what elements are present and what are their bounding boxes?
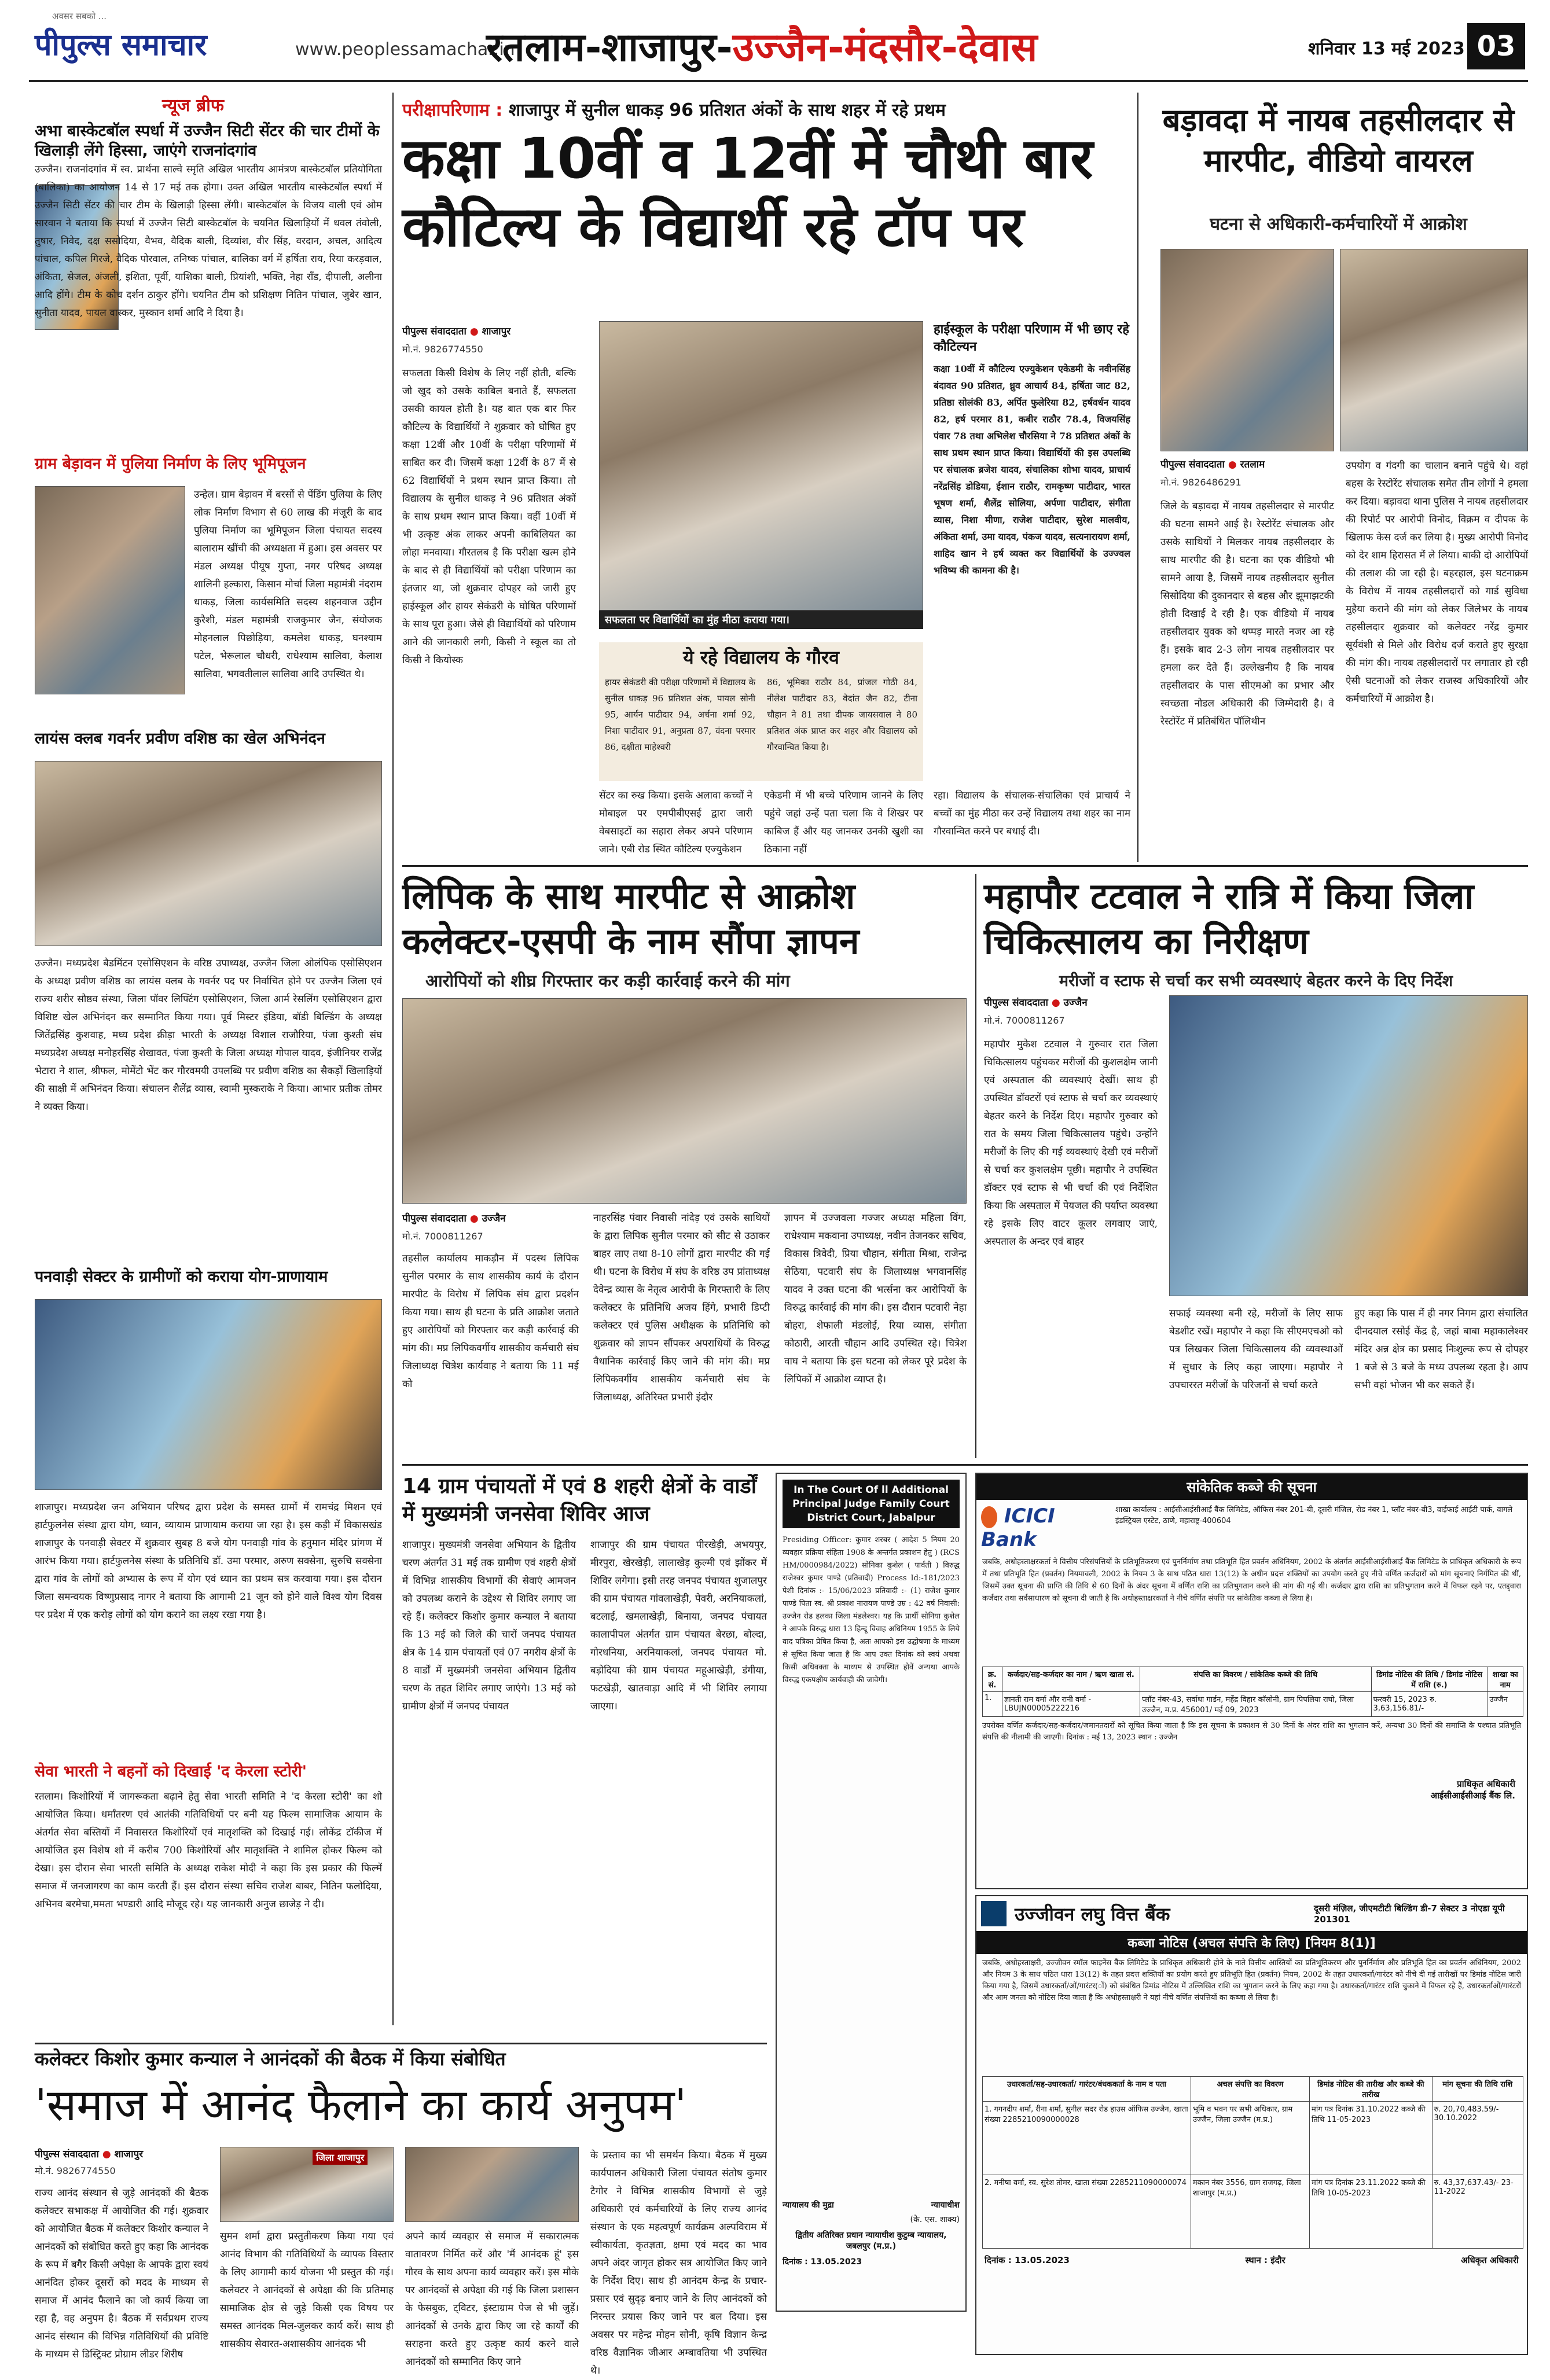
lead-photo (599, 321, 923, 610)
anand-story (35, 2048, 767, 2377)
icici-sign-org: आईसीआईसीआई बैंक लि. (1430, 1790, 1515, 1801)
table-row (983, 2175, 1523, 2249)
ujjivan-td: मांग पत्र दिनांक 31.10.2022 कब्जे की तिथि 11-05-2023 (1310, 2102, 1433, 2175)
brief-headline: सेवा भारती ने बहनों को दिखाई 'द केरला स्टोरी' (35, 1763, 307, 1781)
ujjivan-date: दिनांक : 13.05.2023 (985, 2255, 1070, 2265)
brief-photo (35, 761, 382, 946)
lead-mobile: मो.नं. 9826774550 (402, 344, 483, 355)
edition-title-black: रतलाम-शाजापुर- (486, 25, 733, 71)
badnawar-mobile: मो.नं. 9826486291 (1160, 477, 1242, 488)
section-divider (35, 2043, 767, 2044)
ujjivan-td: मांग पत्र दिनांक 23.11.2022 कब्जे की तिथि 10-05-2023 (1310, 2175, 1433, 2249)
clerk-byline: पीपुल्स संवाददाता ● उज्जैन (402, 1213, 506, 1224)
ujjivan-brand: उज्जीवन लघु वित्त बैंक (1015, 1903, 1170, 1925)
table-row (983, 2102, 1523, 2175)
news-brief-column (35, 93, 382, 2037)
ujjivan-table (982, 2076, 1523, 2249)
ujjivan-td: रु. 43,37,637.43/- 23-11-2022 (1432, 2175, 1523, 2249)
icici-sign-role: प्राधिकृत अधिकारी (1457, 1778, 1515, 1789)
clerk-body-col1: तहसील कार्यालय माकड़ौन में पदस्थ लिपिक सुनील परमार के साथ शासकीय कार्य के दौरान मारपीट के विरोध में लिपिक संघ द्वारा प्रदर्शन किया गया। साथ ही घटना के प्रति आक्रोश जताते हुए आरोपियों को गिरफ्तार कर कड़ी कार्रवाई की मांग की। मप्र लिपिकवर्गीय शासकीय कर्मचारी संघ जिलाध्यक्ष चित्रेश कार्यवाह ने बताया कि 11 मई को (402, 1253, 579, 1390)
clerk-photo (402, 998, 967, 1204)
mayor-photo (1169, 995, 1528, 1296)
mayor-mobile: मो.नं. 7000811267 (984, 1015, 1065, 1026)
ujjivan-logo-icon (981, 1901, 1007, 1926)
badnawar-headline: बड़ावदा में नायब तहसीलदार से मारपीट, वीडियो वायरल (1162, 102, 1515, 179)
byline-place: रतलाम (1240, 459, 1265, 470)
anand-body-col2: सुमन शर्मा द्वारा प्रस्तुतीकरण किया गया एवं आनंद विभाग की गतिविधियों के व्यापक विस्तार के लिए आगामी कार्य योजना भी प्रस्तुत की गई। कलेक्टर ने आनंदकों से अपेक्षा की कि प्रतिमाह सामाजिक क्षेत्र से जुड़े किसी एक विषय पर समस्त आनंदक मिल-जुलकर कार्य करें। साथ ही शासकीय सेवारत-अशासकीय आनंदक भी (220, 2231, 394, 2350)
ujjivan-td: मकान नंबर 3556, ग्राम राजगढ़, जिला शाजापुर (म.प्र.) (1191, 2175, 1309, 2249)
byline-place: उज्जैन (1063, 997, 1088, 1009)
ujjivan-td: 1. गगनदीप शर्मा, रीना शर्मा, सुनील सदर रोड हाउस ऑफिस उज्जैन, खाता संख्या 2285210090000028 (983, 2102, 1191, 2175)
court-officer: न्यायाधीश (931, 2201, 960, 2210)
brief-photo (35, 486, 185, 694)
edition-title-red: उज्जैन-मंदसौर-देवास (732, 25, 1038, 71)
brief-photo (35, 1299, 382, 1490)
lead-story (402, 93, 1132, 856)
brief-body: उज्जैन। मध्यप्रदेश बैडमिंटन एसोसिएशन के वरिष्ठ उपाध्यक्ष, उज्जैन जिला ओलंपिक एसोसिएशन के अध्यक्ष प्रवीण वशिष्ठ का लायंस क्लब के गवर्नर पद पर निर्वाचित होने पर उज्जैन जिला एवं राज्य शरीर सौष्ठव संस्था, जिला पॉवर लिफ्टिंग एसोसिएशन, जिला आर्म रेसलिंग एसोसिएशन द्वारा विशिष्ट खेल अभिनंदन कर सम्मानित किया गया। पूर्व मिस्टर इंडिया, बॉडी बिल्डिंग के अध्यक्ष जितेंद्रसिंह कुशवाह, मध्य प्रदेश क्रीड़ा भारती के अध्यक्ष विशाल राजौरिया, पंजा कुश्ती संघ मध्यप्रदेश अध्यक्ष मनोहरसिंह शेखावत, पंजा कुश्ती के जिला अध्यक्ष गोपाल यादव, इंजीनियर राजेंद्र भेटारा ने शाल, श्रीफल, मोमेंटो भेंट कर गौरवमयी उपलब्धि पर प्रवीण वशिष्ठ का सैकड़ों खिलाड़ियों की साक्षी में अभिनंदन किया। संचालन शैलेंद्र व्यास, स्वामी मुस्कराके ने किया। आभार प्रतीक तोमर ने व्यक्त किया। (35, 958, 382, 1113)
badnawar-body-col2: उपयोग व गंदगी का चालान बनाने पहुंचे थे। वहां बहस के रेस्टोरेंट संचालक समेत तीन लोगों ने हमला कर दिया। बड़ावदा थाना पुलिस ने नायब तहसीलदार की रिपोर्ट पर आरोपी विनोद, विक्रम व दीपक के खिलाफ केस दर्ज कर लिया है। मुख्य आरोपी विनोद को देर शाम हिरासत में ले लिया। बाकी दो आरोपियों की तलाश की जा रही है। बहरहाल, इस घटनाक्रम के विरोध में नायब तहसीलदारों को गार्ड सुविधा मुहैया कराने की मांग को लेकर जिलेभर के नायब तहसीलदार शुक्रवार को कलेक्टर नरेंद्र कुमार सूर्यवंशी से मिले और विरोध दर्ज कराते हुए सुरक्षा की मांग की। नायब तहसीलदारों पर लगातार हो रही ऐसी घटनाओं को लेकर राजस्व अधिकारियों और कर्मचारियों में आक्रोश है। (1346, 460, 1528, 705)
ujjivan-notice (975, 1895, 1528, 2355)
lead-kicker-label: परीक्षापरिणाम : (402, 100, 503, 120)
mayor-byline: पीपुल्स संवाददाता ● उज्जैन (984, 997, 1088, 1009)
ujjivan-address: दूसरी मंज़िल, जीएमटीटी बिल्डिंग डी-7 सेक्टर 3 नोएडा यूपी 201301 (1314, 1903, 1505, 1925)
icici-th: कर्जदार/सह-कर्जदार का नाम / ऋण खाता सं. (1002, 1667, 1140, 1691)
icici-logo-icon (981, 1506, 997, 1528)
icici-body: जबकि, अधोहस्ताक्षरकर्ता ने वित्तीय परिसंपत्तियों के प्रतिभूतिकरण एवं पुनर्निर्माण तथा प्रतिभूति हित प्रवर्तन अधिनियम, 2002 के अंतर्गत आईसीआईसीआई बैंक लिमिटेड के प्राधिकृत अधिकारी के रूप में तथा प्रतिभूति हित (प्रवर्तन) नियमावली, 2002 के नियम 3 के साथ पठित धारा 13(12) के अधीन प्रदत्त शक्तियों का उपयोग करते हुए नीचे वर्णित कर्जदारों को मांग सूचनाएं निर्गमित की थीं, जिसमें उक्त सूचना की प्राप्ति की तिथि से 60 दिनों के अंदर सूचना में वर्णित राशि का प्रतिभुगतान करने की मांग की गई थी। कर्जदार द्वारा राशि का प्रतिभुगतान करने में विफल रहने पर, एतद्द्वारा कर्जदार तथा सर्वसाधारण को सूचना दी जाती है कि अधोहस्ताक्षरकर्ता ने नीचे वर्णित संपत्ति पर सांकेतिक कब्जा ले लिया है। (982, 1557, 1521, 1603)
ujjivan-th: अचल संपत्ति का विवरण (1191, 2077, 1309, 2102)
lead-body-col4: रहा। विद्यालय के संचालक-संचालिका एवं प्राचार्य ने बच्चों का मुंह मीठा कर उन्हें विद्यालय तथा शहर का नाम गौरवान्वित करने पर बधाई दी। (934, 790, 1130, 837)
clerk-body-col2: नाहरसिंह पंवार निवासी नांदेड़ एवं उसके साथियों के द्वारा लिपिक सुनील परमार को सीट से उठाकर बाहर लाए तथा 8-10 लोगों द्वारा मारपीट की गई थी। घटना के विरोध में संघ के वरिष्ठ उप प्रांताध्यक्ष देवेन्द्र व्यास के नेतृत्व आरोपी के गिरफ्तारी के लिए कलेक्टर के प्रतिनिधि अजय हिंगे, प्रभारी डिप्टी कलेक्टर एवं पुलिस अधीक्षक के प्रतिनिधि को शुक्रवार को ज्ञापन सौंपकर अपराधियों के विरुद्ध वैधानिक कार्रवाई किए जाने की मांग की। मप्र लिपिकवर्गीय शासकीय कर्मचारी संघ के जिलाध्यक्ष, अतिरिक्त प्रभारी इंदौर (593, 1212, 770, 1403)
byline-name: पीपुल्स संवाददाता (984, 997, 1048, 1009)
anand-mobile: मो.नं. 9826774550 (35, 2165, 116, 2176)
clerk-story (402, 874, 967, 1464)
masthead-logo: पीपुल्स समाचार (35, 28, 207, 62)
column-divider (392, 93, 394, 2025)
lead-photo-caption: सफलता पर विद्यार्थियों का मुंह मीठा कराया गया। (599, 610, 923, 629)
icici-table (982, 1667, 1523, 1717)
ujjivan-body: जबकि, अधोहस्ताक्षरी, उज्जीवन स्मॉल फाइनेंस बैंक लिमिटेड के प्राधिकृत अधिकारी होने के नाते वित्तीय आस्तियों का प्रतिभूतिकरण और पुनर्निर्माण और प्रतिभूति हित का प्रवर्तन अधिनियम, 2002 और नियम 3 के साथ पठित धारा 13(12) के तहत प्रदत्त शक्तियों का प्रयोग करते हुए प्रतिभूति हित (प्रवर्तन) नियम, 2002 के तहत उधारकर्ता/गारंटर को नीचे दी गई तारीखों पर डिमांड नोटिस जारी किया गया है, जिसमें उधारकर्ता/ओं/गारंटर(ों) को संबंधित डिमांड नोटिस में उल्लिखित राशि का भुगतान करने के लिए कहा गया है। उधारकर्ता/गारंटर राशि चुकाने में विफल रहे हैं, उधारकर्ताओं/गारंटरों और आम जनता को नोटिस दिया जाता है कि अधोहस्ताक्षरी ने यहां नीचे वर्णित संपत्तियों का कब्जा ले लिया है। (982, 1959, 1521, 2002)
byline-place: शाजापुर (114, 2149, 144, 2160)
lead-body-col2: सेंटर का रुख किया। इसके अलावा कच्चों ने मोबाइल पर एमपीबीएसई द्वारा जारी वेबसाइटों का सहारा लेकर अपने परिणाम जाने। एबी रोड स्थित कौटिल्य एज्युकेशन (599, 790, 752, 855)
mayor-body-col3: हुए कहा कि पास में ही नगर निगम द्वारा संचालित दीनदयाल रसोई केंद्र है, जहां बाबा महाकालेश्वर मंदिर अन्न क्षेत्र का प्रसाद निःशुल्क रूप से दोपहर 1 बजे से 3 बजे के मध्य उपलब्ध रहता है। आप सभी वहां भोजन भी कर सकते हैं। (1354, 1308, 1528, 1391)
mayor-body-col1: महापौर मुकेश टटवाल ने गुरुवार रात जिला चिकित्सालय पहुंचकर मरीजों की कुशलक्षेम जानी एवं अस्पताल की व्यवस्थाएं देखीं। साथ ही उपस्थित डॉक्टरों एवं स्टाफ से चर्चा कर व्यवस्थाएं बेहतर करने के निर्देश दिए। महापौर गुरुवार को रात के समय जिला चिकित्सालय पहुंचे। उन्होंने मरीजों के लिए की गई व्यवस्थाएं देखी एवं मरीजों से चर्चा कर कुशलक्षेम पूछी। महापौर ने उपस्थित डॉक्टर एवं स्टाफ से भी चर्चा की एवं निर्देशित किया कि अस्पताल में पेयजल की पर्याप्त व्यवस्था रहे इसके लिए वाटर कूलर लगवाए जाएं, अस्पताल के अन्दर एवं बाहर (984, 1039, 1158, 1248)
highlight-box-heading: ये रहे विद्यालय के गौरव (683, 646, 839, 668)
lead-body-col3: एकेडमी में भी बच्चे परिणाम जानने के लिए पहुंचे जहां उन्हें पता चला कि वे शिखर पर काबिज हैं और यह जानकर उनकी खुशी का ठिकाना नहीं (764, 790, 923, 855)
brief-body: उज्जैन। राजनांदगांव में स्व. प्रार्थना साल्वे स्मृति अखिल भारतीय आमंत्रण बास्केटबॉल प्रतियोगिता (बालिका) का आयोजन 14 से 17 मई तक होगा। उक्त अखिल भारतीय बास्केटबॉल स्पर्धा में उज्जैन सिटी सेंटर की चार टीम के खिलाड़ी हिस्सा लेंगी। बास्केटबॉल के विजय वाली एवं ओम सारवान ने बताया कि स्पर्धा में उज्जैन सिटी बास्केटबॉल के चयनित खिलाड़ियों में धवल तंवोली, तुषार, निवेद, दक्ष ससोदिया, वैभव, वैदिक बाली, दिव्यांश, वीर सिंह, वरदान, अचल, आदित्य पांचाल, कपिल गिरजे, वैदिक पोरवाल, तनिष्क पांचाल, बालिका वर्ग में हर्षिता राय, रिया करड़वाल, अंकिता, सेजल, अंजली, इशिता, पूर्वी, याशिका बाली, प्रियांशी, भक्ति, नेहा राँड, दीपाली, अलीना आदि होंगे। टीम के कोच दर्शन ठाकुर होंगे। चयनित टीम को प्रशिक्षण नितिन पांचाल, जुबेर खान, सुनीता यादव, पायल वास्कर, मुस्कान शर्मा आदि ने दिया है। (35, 164, 382, 319)
clerk-mobile: मो.नं. 7000811267 (402, 1231, 483, 1242)
issue-date: शनिवार 13 मई 2023 (1308, 39, 1465, 59)
badnawar-byline: पीपुल्स संवाददाता ● रतलाम (1160, 459, 1265, 470)
highlight-box-col2: 86, भूमिका राठौर 84, प्रांजल गोठी 84, नीलेश पाटीदार 83, वेदांत जैन 82, टीना चौहान ने 81 तथा दीपक जायसवाल ने 80 प्रतिशत अंक प्राप्त कर शहर और विद्यालय को गौरवान्वित किया है। (767, 677, 917, 752)
edition-title (486, 19, 1037, 72)
ujjivan-title: कब्जा नोटिस (अचल संपत्ति के लिए) [नियम 8(1)] (976, 1931, 1527, 1954)
brief-headline: अभा बास्केटबॉल स्पर्धा में उज्जैन सिटी सेंटर की चार टीमों के खिलाड़ी लेंगे हिस्सा, जाएंगे राजनांदगांव (35, 122, 380, 160)
anand-byline: पीपुल्स संवाददाता ● शाजापुर (35, 2149, 144, 2160)
badnawar-subhead: घटना से अधिकारी-कर्मचारियों में आक्रोश (1210, 214, 1467, 234)
lead-kicker (402, 97, 1132, 121)
masthead-tagline: अवसर सबको ... (52, 11, 107, 21)
brief-body: शाजापुर। मध्यप्रदेश जन अभियान परिषद द्वारा प्रदेश के समस्त ग्रामों में रामचंद्र मिशन एवं हार्टफुलनेस संस्था द्वारा योग, ध्यान, व्यायाम प्राणायाम कराया जा रहा है। इस कड़ी में विकासखंड शाजापुर के पनवाड़ी सेक्टर में शुक्रवार सुबह 8 बजे योग पनवाड़ी गांव के हनुमान मंदिर प्रांगण में आरंभ किया गया। हार्टफुलनेस संस्था के प्रतिनिधि डॉ. उमा परमार, अरुण सक्सेना, सुरुचि सक्सेना द्वारा गांव के लोगों को अभ्यास के रूप में योग एवं ध्यान का प्रथम सत्र करवाया गया। इस दौरान जिला समन्वयक विष्णुप्रसाद नागर ने बताया कि आगामी 21 जून को होने वाले विश्व योग दिवस पर प्रदेश में एक करोड़ लोगों को योग कराने का लक्ष्य रखा गया है। (35, 1502, 382, 1621)
anand-kicker: कलेक्टर किशोर कुमार कन्याल ने आनंदकों की बैठक में किया संबोधित (35, 2048, 506, 2070)
ujjivan-th: मांग सूचना की तिथि राशि (1432, 2077, 1523, 2102)
icici-th: शाखा का नाम (1487, 1667, 1523, 1691)
icici-logo (981, 1504, 1108, 1551)
anand-body-col3: अपने कार्य व्यवहार से समाज में सकारात्मक वातावरण निर्मित करें और 'मैं आनंदक हूं' इस गौरव के साथ अपना कार्य व्यवहार करें। इस मौके पर आनंदकों से अपेक्षा की गई कि जिला प्रशासन के फेसबुक, ट्विटर, इंस्टाग्राम पेज से भी जुड़ें। आनंदकों से उनके द्वारा किए जा रहे कार्यों की सराहना करते हुए उत्कृष्ट कार्य करने वाले आनंदकों को सम्मानित किए जाने (405, 2231, 579, 2368)
camps-headline: 14 ग्राम पंचायतों में एवं 8 शहरी क्षेत्रों के वार्डों में मुख्यमंत्री जनसेवा शिविर आज (402, 1474, 757, 1526)
byline-place: उज्जैन (482, 1213, 506, 1224)
mayor-subhead: मरीजों व स्टाफ से चर्चा कर सभी व्यवस्थाएं बेहतर करने के दिए निर्देश (1059, 972, 1453, 990)
ujjivan-th: डिमांड नोटिस की तारीख और कब्जे की तारीख (1310, 2077, 1433, 2102)
clerk-headline: लिपिक के साथ मारपीट से आक्रोश कलेक्टर-एसपी के नाम सौंपा ज्ञापन (402, 875, 860, 962)
badnawar-body-col1: जिले के बड़ावदा में नायब तहसीलदार से मारपीट की घटना सामने आई है। रेस्टोरेंट संचालक और उसके साथियों ने मिलकर नायब तहसीलदार के साथ मारपीट की है। घटना का एक वीडियो भी सामने आया है, जिसमें नायब तहसीलदार सुनील सिसोदिया की दुकानदार से बहस और झूमाझटकी होती दिखाई दे रही है। एक वीडियो में नायब तहसीलदार युवक को थप्पड़ मारते नजर आ रहे हैं। इसके बाद 2-3 लोग नायब तहसीलदार पर हमला कर देते हैं। उल्लेखनीय है कि नायब तहसीलदार के पास सीएमओ का प्रभार और स्वच्छता नोडल अधिकारी की जिम्मेदारी है। वे रेस्टोरेंट में प्रतिबंधित पॉलिथीन (1160, 501, 1334, 727)
court-date: दिनांक : 13.05.2023 (783, 2257, 862, 2267)
court-name: द्वितीय अतिरिक्त प्रधान न्यायाधीश कुटुम्ब न्यायालय, जबलपुर (म.प्र.) (795, 2231, 947, 2251)
column-divider (975, 874, 976, 1458)
ujjivan-td: रु. 20,70,483.59/- 30.10.2022 (1432, 2102, 1523, 2175)
icici-notice (975, 1473, 1528, 1889)
mayor-headline: महापौर टटवाल ने रात्रि में किया जिला चिकित्सालय का निरीक्षण (984, 875, 1474, 962)
camps-body-col2: शाजापुर की ग्राम पंचायत पीरखेड़ी, अभयपुर, मीरपुरा, खेरखेड़ी, लालाखेड़ कुल्मी एवं झोंकर में शिविर लगेगा। इसी तरह जनपद पंचायत शुजालपुर की ग्राम पंचायत गांवलाखेड़ी, पेवरी, अरनियाकलां, बटलाई, खमलाखेड़ी, बिनाया, जनपद पंचायत कालापीपल अंतर्गत ग्राम पंचायत बेरछा, बोल्दा, गोरधनिया, अरनियाकलां, जनपद पंचायत मो. बड़ोदिया की ग्राम पंचायत महूआखेड़ी, डंगीया, फटखेड़ी, खातवाड़ा आदि में भी शिविर लगाया जाएगा। (590, 1539, 767, 1712)
icici-footer: उपरोक्त वर्णित कर्जदार/सह-कर्जदार/जमानतदारों को सूचित किया जाता है कि इस सूचना के प्रकाशन से 30 दिनों के अंदर राशि का भुगतान करें, अन्यथा 30 दिनों की समाप्ति के पश्चात प्रतिभूति संपत्ति की नीलामी की जाएगी। दिनांक : मई 13, 2023 स्थान : उज्जैन (982, 1721, 1521, 1742)
court-body: Presiding Officer: कुमार शरबर ( आदेश 5 नियम 20 व्यवहार प्रक्रिया संहिता 1908 के अन्तर्गत प्रकाशन हेतु ) (RCS HM/0000984/2022) सोनिका कुशेल ( पार्वती ) विरुद्ध राजेश्वर कुमार पाण्डे (प्रतिवादी) Process Id:-181/2023 पेशी दिनांक :- 15/06/2023 प्रतिवादी :- (1) राजेश कुमार पाण्डे पिता स्व. श्री प्रकाश नारायण पाण्डे उम्र : 42 वर्ष निवासी: उज्जैन रोड हलका जिला मंडलेश्वर। यह कि प्रार्थी सोनिया कुशेल ने आपके विरुद्ध धारा 13 हिन्दू विवाह अधिनियम 1955 के लिये वाद पत्रिका प्रेषित किया है, अतः आपको इस उद्घोषणा के माध्यम से सूचित किया जाता है कि आप उक्त दिनांक को स्वयं अथवा किसी अधिवक्ता के माध्यम से उपस्थित होवें अन्यथा आपके विरुद्ध एकपक्षीय कार्यवाही की जावेगी। (783, 1536, 960, 1684)
icici-branch: शाखा कार्यालय : आईसीआईसीआई बैंक लिमिटेड, ऑफिस नंबर 201-बी, दूसरी मंजिल, रोड नंबर 1, प्लॉट नंबर-बी3, वाईफाई आईटी पार्क, वागले इंडस्ट्रियल एस्टेट, ठाणे, महाराष्ट्र-400604 (1115, 1506, 1513, 1525)
byline-name: पीपुल्स संवाददाता (402, 326, 467, 337)
anand-photo-tag: जिला शाजापुर (313, 2150, 368, 2165)
icici-td: ज्ञानती राम वर्मा और रानी वर्मा - LBUJN00005222216 (1002, 1691, 1140, 1716)
brief-headline: ग्राम बेड़ावन में पुलिया निर्माण के लिए भूमिपूजन (35, 455, 306, 473)
anand-body-col4: के प्रस्ताव का भी समर्थन किया। बैठक में मुख्य कार्यपालन अधिकारी जिला पंचायत संतोष कुमार टैगोर ने विभिन्न शासकीय विभागों से जुड़े अधिकारी एवं कर्मचारियों के लिए राज्य आनंद संस्थान के एक महत्वपूर्ण कार्यक्रम अल्पविराम में स्वीकार्यता, कृतज्ञता, क्षमा एवं मदद का भाव अपने अंदर जागृत होकर सत्र आयोजित किए जाने के निर्देश दिए। साथ ही आनंदम केन्द्र के प्रचार-प्रसार एवं सुदृढ़ बनाए जाने के लिए आनंदकों को निरन्तर प्रयास किए जाने पर बल दिया। इस अवसर पर महेन्द्र मोहन सोनी, कृषि विज्ञान केन्द्र वरिष्ठ वैज्ञानिक जीआर अम्बावतिया भी उपस्थित थे। (590, 2150, 767, 2377)
anand-body-col1: राज्य आनंद संस्थान से जुड़े आनंदकों की बैठक कलेक्टर सभाकक्ष में आयोजित की गई। शुक्रवार को आयोजित बैठक में कलेक्टर किशोर कन्याल ने आनंदकों को संबोधित करते हुए कहा कि आनंदक के रूप में बगैर किसी अपेक्षा के आपके द्वारा स्वयं आनंदित होकर दूसरों को मदद के माध्यम से समाज में आनंद फैलाने का जो कार्य किया जा रहा है, वह अनुपम है। बैठक में सर्वप्रथम राज्य आनंद संस्थान की विभिन्न गतिविधियों की प्रविष्टि के माध्यम से डिस्ट्रिक्ट प्रोग्राम लीडर शिरीष (35, 2187, 208, 2360)
icici-td: प्लॉट नंबर-43, सर्वाधा गार्डन, महेंद्र विहार कॉलोनी, ग्राम पिपलिया राघो, जिला उज्जैन, म.प्र. 456001/ मई 09, 2023 (1140, 1691, 1372, 1716)
section-divider (402, 1464, 1528, 1466)
sidebar-headline: हाईस्कूल के परीक्षा परिणाम में भी छाए रहे कौटिल्यन (934, 322, 1129, 354)
brief-headline: लायंस क्लब गवर्नर प्रवीण वशिष्ठ का खेल अभिनंदन (35, 730, 325, 748)
page-number: 03 (1467, 23, 1525, 69)
sidebar-body: कक्षा 10वीं में कौटिल्य एज्युकेशन एकेडमी के नवीनसिंह बंदावत 90 प्रतिशत, ध्रुव आचार्य 84, हर्षिता जाट 82, प्रतिष्ठा सोलंकी 83, अर्पित फुलेरिया 82, हर्षवर्धन यादव 82, हर्ष परमार 81, कबीर राठौर 78.4, विजयसिंह पंवार 78 तथा अभिलेश चौरसिया ने 78 प्रतिशत अंकों के साथ प्रथम स्थान प्राप्त किया। विद्यार्थियों की इस उपलब्धि पर संचालक ब्रजेश यादव, संचालिका शोभा यादव, प्राचार्य नरेंद्रसिंह डोडिया, ईशान राठौर, रामकृष्ण पाटीदार, भारत भूषण शर्मा, शैलेंद्र सोलिया, अर्पणा पाटीदार, संगीता व्यास, निशा मीणा, राजेश पाटीदार, सुरेश मालवीय, अंकिता शर्मा, उमा यादव, पंकज यादव, सत्यनारायण शर्मा, शाहिद खान ने हर्ष व्यक्त कर विद्यार्थियों के उज्ज्वल भविष्य की कामना की है। (934, 363, 1130, 576)
brief-headline: पनवाड़ी सेक्टर के ग्रामीणों को कराया योग-प्राणायाम (35, 1268, 328, 1286)
mayor-story (984, 874, 1528, 1458)
lead-sidebar (934, 321, 1130, 784)
lead-highlight-box (599, 642, 923, 781)
brief-body: उन्हेल। ग्राम बेड़ावन में बरसों से पेंडिंग पुलिया के लिए लोक निर्माण विभाग से 60 लाख की मंजूरी के बाद पुलिया निर्माण का भूमिपूजन जिला पंचायत सदस्य बालाराम खींची की अध्यक्षता में हुआ। इस अवसर पर मंडल अध्यक्ष पीयूष गुप्ता, नगर परिषद अध्यक्ष शालिनी हल्कारा, किसान मोर्चा जिला महामंत्री नंदराम धाकड़, जिला कार्यसमिति सदस्य शहनवाज उद्दीन कुरैशी, मंडल महामंत्री राजकुमार जैन, संयोजक मोहनलाल पिछोड़िया, कमलेश धाकड़, घनश्याम पटेल, भेरूलाल चौधरी, राधेश्याम सालिवा, केलाश सालिवा, भगवतीलाल सालिवा आदि उपस्थित थे। (194, 489, 382, 680)
clerk-subhead: आरोपियों को शीघ्र गिरफ्तार कर कड़ी कार्रवाई करने की मांग (425, 971, 790, 991)
icici-td: 1. (983, 1691, 1002, 1716)
column-divider (1137, 93, 1138, 862)
badnawar-photo (1160, 249, 1334, 451)
icici-brand: ICICI Bank (981, 1504, 1055, 1551)
section-divider (402, 865, 1528, 867)
byline-name: पीपुल्स संवाददाता (402, 1213, 467, 1224)
ujjivan-td: 2. मनीषा वर्मा, स्व. सुरेश तोमर, खाता संख्या 2285211090000074 (983, 2175, 1191, 2249)
ujjivan-place: स्थान : इंदौर (1245, 2255, 1285, 2265)
ujjivan-sign: अधिकृत अधिकारी (1461, 2255, 1519, 2265)
ujjivan-td: भूमि व भवन पर सभी अधिकार, ग्राम उज्जैन, जिला उज्जैन (म.प्र.) (1191, 2102, 1309, 2175)
badnawar-photo (1340, 249, 1528, 451)
brief-body: रतलाम। किशोरियों में जागरूकता बढ़ाने हेतु सेवा भारती समिति ने 'द केरला स्टोरी' का शो आयोजित किया। धर्मांतरण एवं आतंकी गतिविधियों पर बनी यह फिल्म सामाजिक आयाम के अंतर्गत सेवा बस्तियों में निवासरत किशोरियों एवं मातृशक्ति को दिखाई गई। लोकेंद्र टॉकीज में आयोजित इस विशेष शो में करीब 700 किशोरियों और मातृशक्ति ने शामिल होकर फिल्म को देखा। इस दौरान सेवा भारती समिति के अध्यक्ष राकेश मोदी ने कहा कि इस प्रकार की फिल्में समाज में जनजागरण का काम करती हैं। इस दौरान संस्था सचिव राजेश बाबर, नितिन फलोदिया, अभिनव बरमेचा,ममता भण्डारी आदि मौजूद रहे। यह जानकारी अनुज छाजेड़ ने दी। (35, 1791, 382, 1910)
ujjivan-th: उधारकर्ता/सह-उधारकर्ता/ गारंटर/बंधककर्ता के नाम व पता (983, 2077, 1191, 2102)
court-notice (776, 1473, 967, 2312)
anand-photo (405, 2147, 579, 2222)
camps-body-col1: शाजापुर। मुख्यमंत्री जनसेवा अभियान के द्वितीय चरण अंतर्गत 31 मई तक ग्रामीण एवं शहरी क्षेत्रों में विभिन्न शासकीय विभागों की सेवाएं आमजन को उपलब्ध कराने के उद्देश्य से शिविर लगाए जा रहे हैं। कलेक्टर किशोर कुमार कन्याल ने बताया कि 13 मई को जिले की चारों जनपद पंचायत क्षेत्र के 14 ग्राम पंचायतों एवं 07 नगरीय क्षेत्रों के 8 वार्डों में मुख्यमंत्री जनसेवा अभियान द्वितीय चरण के तहत शिविर लगाए जाएंगे। 13 मई को ग्रामीण क्षेत्रों में जनपद पंचायत (402, 1539, 576, 1712)
icici-td: उज्जैन (1487, 1691, 1523, 1716)
badnawar-story (1149, 95, 1528, 859)
icici-th: क्र. सं. (983, 1667, 1002, 1691)
lead-headline: कक्षा 10वीं व 12वीं में चौथी बार कौटिल्य के विद्यार्थी रहे टॉप पर (402, 126, 1093, 259)
news-brief-label: न्यूज ब्रीफ (162, 95, 224, 116)
masthead (0, 0, 1550, 87)
table-row (983, 1691, 1523, 1716)
lead-body-col1: सफलता किसी विशेष के लिए नहीं होती, बल्कि जो खुद को उसके काबिल बनाते हैं, सफलता उसकी कायल होती है। यह बात एक बार फिर कौटिल्य के विद्यार्थियों ने शुक्रवार को घोषित हुए कक्षा 12वीं और 10वीं के परीक्षा परिणामों में साबित कर दी। जिसमें कक्षा 12वीं के 87 में से 62 विद्यार्थियों ने प्रथम स्थान प्राप्त किया। तो विद्यालय के सुनील धाकड़ ने 96 प्रतिशत अंकों के साथ प्रथम स्थान प्राप्त किया। वहीं 10वीं में भी उत्कृष्ट अंक लाकर अपनी काबिलियत का लोहा मनवाया। गौरतलब है कि परीक्षा खत्म होने के बाद से ही विद्यार्थियों को परीक्षा परिणाम का इंतजार था, जो शुक्रवार दोपहर को जारी हुए हाईस्कूल और हायर सेकंडरी के घोषित परिणामों के साथ पूरा हुआ। जैसे ही विद्यार्थियों को परिणाम आने की जानकारी लगी, किसी ने स्कूल का तो किसी ने कियोस्क (402, 367, 576, 666)
court-seal: न्यायालय की मुद्रा (783, 2201, 834, 2210)
byline-place: शाजापुर (482, 326, 511, 337)
masthead-url: www.peoplessamachar.in (295, 39, 515, 60)
anand-headline: 'समाज में आनंद फैलाने का कार्य अनुपम' (35, 2079, 687, 2131)
court-officer-name: (के. एस. शाक्य) (910, 2215, 960, 2224)
mayor-body-col2: सफाई व्यवस्था बनी रहे, मरीजों के लिए साफ बेडशीट रखें। महापौर ने कहा कि सीएमएचओ को पत्र लिखकर जिला चिकित्सालय की व्यवस्थाओं में सुधार के लिए कहा जाएगा। महापौर ने उपचाररत मरीजों के परिजनों से चर्चा करते (1169, 1308, 1343, 1391)
icici-th: डिमांड नोटिस की तिथि / डिमांड नोटिस में राशि (रु.) (1371, 1667, 1487, 1691)
icici-td: फरवरी 15, 2023 रु. 3,63,156.81/- (1371, 1691, 1487, 1716)
court-title: In The Court Of ll Additional Principal Judge Family Court District Court, Jabalpur (783, 1480, 960, 1528)
highlight-box-col1: हायर सेकंडरी की परीक्षा परिणामों में विद्यालय के सुनील धाकड़ 96 प्रतिशत अंक, पायल सोनी 95, आर्यन पाटीदार 94, अर्चना शर्मा 92, निशा पाटीदार 91, अनुप्रता 87, वंदना परमार 86, दक्षीता माहेश्वरी (605, 677, 755, 752)
icici-th: संपत्ति का विवरण / सांकेतिक कब्जे की तिथि (1140, 1667, 1372, 1691)
camps-story (402, 1473, 767, 2040)
lead-kicker-text: शाजापुर में सुनील धाकड़ 96 प्रतिशत अंकों के साथ शहर में रहे प्रथम (508, 100, 946, 120)
masthead-rule (29, 80, 1528, 82)
clerk-body-col3: ज्ञापन में उज्जवला गज्जर अध्यक्ष महिला विंग, राधेश्याम मकवाना उपाध्यक्ष, नवीन तेजनकर सचिव, विकास त्रिवेदी, प्रिया चौहान, संगीता मिश्रा, राजेन्द्र सेठिया, पटवारी संघ के जिलाध्यक्ष भगवानसिंह यादव ने उक्त घटना की भर्त्सना कर आरोपियों के विरुद्ध कार्रवाई की मांग की। इस दौरान पटवारी नेहा बोहरा, शेफाली मंडलोई, रिया व्यास, संगीता कोठारी, आरती चौहान आदि उपस्थित रहे। चित्रेश वाघ ने बताया कि इस घटना को लेकर पूरे प्रदेश के लिपिकों में आक्रोश व्याप्त है। (784, 1212, 967, 1385)
icici-title: सांकेतिक कब्जे की सूचना (976, 1474, 1527, 1500)
byline-name: पीपुल्स संवाददाता (35, 2149, 99, 2160)
byline-name: पीपुल्स संवाददाता (1160, 459, 1225, 470)
lead-byline: पीपुल्स संवाददाता ● शाजापुर (402, 326, 511, 337)
